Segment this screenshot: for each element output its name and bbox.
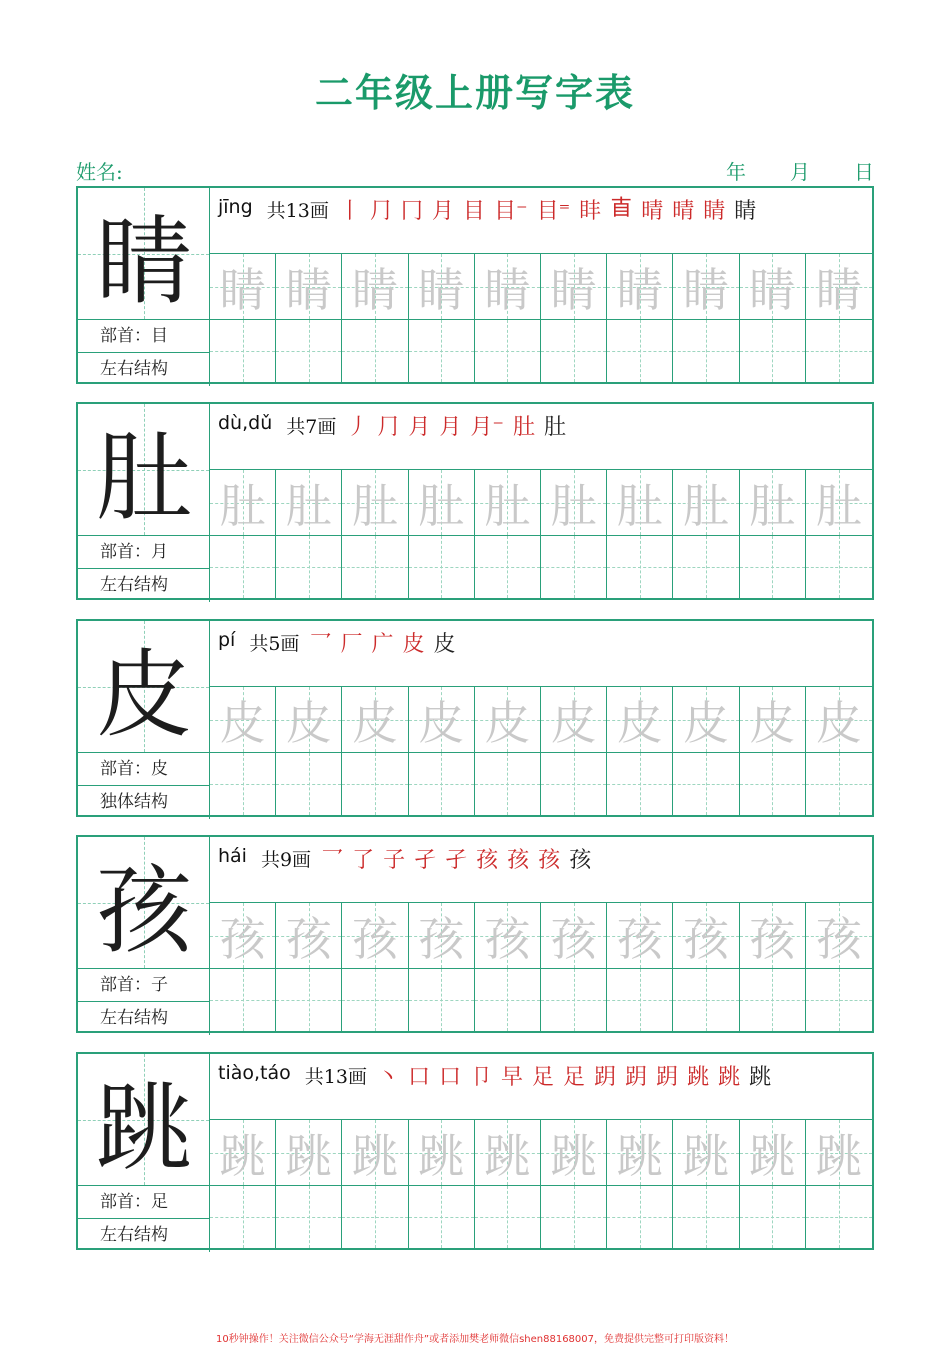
radical-label: 部首：皮 <box>78 753 210 786</box>
char-card <box>76 619 874 817</box>
trace-char: 跳 <box>219 1128 266 1183</box>
pinyin: dù,dǔ <box>218 412 273 434</box>
trace-cell[interactable] <box>673 903 739 969</box>
trace-cell[interactable] <box>276 254 342 320</box>
trace-cell[interactable] <box>276 470 342 536</box>
year-label: 年 <box>726 160 746 184</box>
stroke-step: 盽 <box>579 199 602 224</box>
trace-char: 皮 <box>815 695 862 750</box>
stroke-step: 晴 <box>641 199 664 224</box>
model-char: 皮 <box>96 638 192 751</box>
trace-cell[interactable] <box>210 1120 276 1186</box>
blank-cell[interactable] <box>740 1186 806 1248</box>
trace-cell[interactable] <box>342 903 408 969</box>
blank-cell[interactable] <box>276 320 342 382</box>
trace-char: 肚 <box>550 478 597 533</box>
pinyin: tiào,táo <box>218 1062 291 1084</box>
trace-char: 跳 <box>682 1128 729 1183</box>
trace-char: 孩 <box>351 911 398 966</box>
blank-cell[interactable] <box>475 969 541 1031</box>
stroke-step: 月 <box>408 415 431 440</box>
blank-cell[interactable] <box>210 536 276 598</box>
trace-cell[interactable] <box>740 903 806 969</box>
stroke-step: 睛 <box>703 199 726 224</box>
stroke-step: 月⁻ <box>470 415 505 440</box>
trace-char: 皮 <box>484 695 531 750</box>
stroke-step: 晴 <box>672 199 695 224</box>
stroke-step: 肚 <box>513 415 536 440</box>
trace-cell[interactable] <box>607 254 673 320</box>
trace-char: 肚 <box>351 478 398 533</box>
trace-cell[interactable] <box>740 1120 806 1186</box>
blank-cell[interactable] <box>740 753 806 815</box>
char-card <box>76 186 874 384</box>
stroke-step: 口 <box>407 1065 430 1090</box>
trace-char: 皮 <box>219 695 266 750</box>
trace-char: 肚 <box>616 478 663 533</box>
stroke-step: 子 <box>383 848 406 873</box>
month-label: 月 <box>790 160 810 184</box>
blank-cell[interactable] <box>607 969 673 1031</box>
trace-char: 睛 <box>219 262 266 317</box>
structure-label: 左右结构 <box>78 353 210 386</box>
trace-cell[interactable] <box>673 470 739 536</box>
trace-char: 跳 <box>749 1128 796 1183</box>
structure-label: 独体结构 <box>78 786 210 819</box>
blank-cell[interactable] <box>342 320 408 382</box>
trace-cell[interactable] <box>342 254 408 320</box>
blank-cell[interactable] <box>210 1186 276 1248</box>
trace-char: 跳 <box>550 1128 597 1183</box>
trace-char: 孩 <box>285 911 332 966</box>
trace-cell[interactable] <box>210 254 276 320</box>
trace-char: 肚 <box>219 478 266 533</box>
trace-cell[interactable] <box>607 903 673 969</box>
stroke-step: 孑 <box>414 848 437 873</box>
trace-cell[interactable] <box>607 470 673 536</box>
stroke-step: 丿 <box>346 415 369 440</box>
blank-cell[interactable] <box>276 536 342 598</box>
stroke-step: 乛 <box>309 632 332 657</box>
stroke-step: 孩 <box>569 848 592 873</box>
stroke-step: 跀 <box>656 1065 679 1090</box>
trace-cell[interactable] <box>475 254 541 320</box>
stroke-step: 口 <box>438 1065 461 1090</box>
blank-cell[interactable] <box>740 320 806 382</box>
blank-cell[interactable] <box>806 1186 872 1248</box>
trace-char: 肚 <box>815 478 862 533</box>
blank-cell[interactable] <box>210 753 276 815</box>
blank-cell[interactable] <box>740 969 806 1031</box>
stroke-step: 皮 <box>402 632 425 657</box>
trace-char: 跳 <box>351 1128 398 1183</box>
stroke-step: 目 <box>462 199 485 224</box>
stroke-step: 皮 <box>433 632 456 657</box>
trace-char: 肚 <box>749 478 796 533</box>
trace-char: 孩 <box>815 911 862 966</box>
trace-char: 皮 <box>682 695 729 750</box>
trace-cell[interactable] <box>806 903 872 969</box>
trace-char: 肚 <box>682 478 729 533</box>
char-card <box>76 835 874 1033</box>
footer-note: 10秒钟操作！关注微信公众号“学海无涯甜作舟”或者添加樊老师微信shen88168007，免费提供完整可打印版资料！ <box>215 1334 735 1345</box>
blank-cell[interactable] <box>673 536 739 598</box>
trace-cell[interactable] <box>210 687 276 753</box>
structure-label: 左右结构 <box>78 569 210 602</box>
stroke-order-row <box>210 404 872 470</box>
trace-cell[interactable] <box>806 254 872 320</box>
trace-cell[interactable] <box>475 470 541 536</box>
blank-cell[interactable] <box>806 753 872 815</box>
stroke-step: 跳 <box>687 1065 710 1090</box>
stroke-step: 卩 <box>470 1065 493 1090</box>
structure-label: 左右结构 <box>78 1219 210 1252</box>
stroke-step: 广 <box>371 632 394 657</box>
blank-cell[interactable] <box>806 320 872 382</box>
radical-label: 部首：目 <box>78 320 210 353</box>
trace-char: 跳 <box>484 1128 531 1183</box>
stroke-count: 共7画 <box>286 416 337 438</box>
blank-cell[interactable] <box>342 969 408 1031</box>
stroke-order-row <box>210 621 872 687</box>
trace-cell[interactable] <box>409 687 475 753</box>
stroke-step: 目⁻ <box>493 199 528 224</box>
char-card <box>76 1052 874 1250</box>
stroke-step: 孩 <box>538 848 561 873</box>
structure-label: 左右结构 <box>78 1002 210 1035</box>
pinyin: hái <box>218 845 247 867</box>
trace-cell[interactable] <box>409 1120 475 1186</box>
trace-char: 孩 <box>484 911 531 966</box>
trace-cell[interactable] <box>210 470 276 536</box>
trace-char: 肚 <box>484 478 531 533</box>
trace-char: 睛 <box>616 262 663 317</box>
pinyin: jīng <box>218 196 253 218</box>
stroke-order-row <box>210 1054 872 1120</box>
model-char-box <box>78 188 210 320</box>
trace-char: 跳 <box>815 1128 862 1183</box>
trace-char: 跳 <box>418 1128 465 1183</box>
blank-cell[interactable] <box>210 969 276 1031</box>
stroke-step: 丶 <box>376 1065 399 1090</box>
blank-cell[interactable] <box>541 969 607 1031</box>
trace-char: 睛 <box>815 262 862 317</box>
trace-char: 肚 <box>418 478 465 533</box>
model-char: 跳 <box>96 1071 192 1184</box>
trace-char: 孩 <box>219 911 266 966</box>
stroke-step: 月 <box>439 415 462 440</box>
trace-char: 孩 <box>550 911 597 966</box>
stroke-step: 早 <box>501 1065 524 1090</box>
stroke-step: ⺆ <box>369 199 392 224</box>
blank-cell[interactable] <box>276 969 342 1031</box>
trace-cell[interactable] <box>276 687 342 753</box>
stroke-count: 共5画 <box>249 633 300 655</box>
trace-char: 跳 <box>616 1128 663 1183</box>
trace-cell[interactable] <box>806 470 872 536</box>
trace-char: 睛 <box>418 262 465 317</box>
radical-label: 部首：子 <box>78 969 210 1002</box>
radical-label: 部首：足 <box>78 1186 210 1219</box>
blank-cell[interactable] <box>806 536 872 598</box>
trace-cell[interactable] <box>740 470 806 536</box>
blank-cell[interactable] <box>409 320 475 382</box>
stroke-step: 跀 <box>625 1065 648 1090</box>
trace-char: 睛 <box>550 262 597 317</box>
date-labels <box>726 156 874 185</box>
trace-cell[interactable] <box>740 687 806 753</box>
model-char: 肚 <box>96 421 192 534</box>
trace-char: 睛 <box>749 262 796 317</box>
trace-cell[interactable] <box>210 903 276 969</box>
trace-cell[interactable] <box>409 254 475 320</box>
stroke-count: 共13画 <box>266 200 329 222</box>
blank-cell[interactable] <box>342 536 408 598</box>
stroke-step: 目⁼ <box>536 199 571 224</box>
trace-char: 皮 <box>550 695 597 750</box>
stroke-step: 𥃭 <box>610 196 633 221</box>
blank-cell[interactable] <box>342 753 408 815</box>
page-title: 二年级上册写字表 <box>314 70 635 115</box>
blank-cell[interactable] <box>475 753 541 815</box>
trace-cell[interactable] <box>409 903 475 969</box>
stroke-step: 月 <box>431 199 454 224</box>
stroke-step: 睛 <box>734 199 757 224</box>
stroke-step: 丨 <box>338 199 361 224</box>
stroke-step: 跳 <box>749 1065 772 1090</box>
trace-cell[interactable] <box>673 1120 739 1186</box>
trace-cell[interactable] <box>607 687 673 753</box>
pinyin: pí <box>218 629 236 651</box>
stroke-step: 厂 <box>340 632 363 657</box>
blank-cell[interactable] <box>409 536 475 598</box>
blank-cell[interactable] <box>276 1186 342 1248</box>
blank-cell[interactable] <box>541 536 607 598</box>
blank-cell[interactable] <box>673 969 739 1031</box>
trace-char: 孩 <box>418 911 465 966</box>
stroke-step: 足 <box>532 1065 555 1090</box>
trace-char: 跳 <box>285 1128 332 1183</box>
trace-cell[interactable] <box>276 903 342 969</box>
radical-label: 部首：月 <box>78 536 210 569</box>
blank-cell[interactable] <box>607 1186 673 1248</box>
trace-cell[interactable] <box>342 687 408 753</box>
trace-cell[interactable] <box>475 903 541 969</box>
trace-char: 肚 <box>285 478 332 533</box>
blank-cell[interactable] <box>409 969 475 1031</box>
trace-cell[interactable] <box>541 470 607 536</box>
trace-cell[interactable] <box>806 687 872 753</box>
trace-char: 孩 <box>749 911 796 966</box>
blank-cell[interactable] <box>541 1186 607 1248</box>
blank-cell[interactable] <box>475 1186 541 1248</box>
stroke-order-row <box>210 837 872 903</box>
trace-cell[interactable] <box>673 254 739 320</box>
blank-cell[interactable] <box>409 1186 475 1248</box>
trace-cell[interactable] <box>475 687 541 753</box>
trace-char: 皮 <box>749 695 796 750</box>
practice-grid <box>210 1120 872 1248</box>
blank-cell[interactable] <box>607 753 673 815</box>
model-char: 孩 <box>96 854 192 967</box>
trace-cell[interactable] <box>541 254 607 320</box>
stroke-step: 孑 <box>445 848 468 873</box>
stroke-step: 跀 <box>594 1065 617 1090</box>
stroke-count: 共9画 <box>260 849 312 871</box>
practice-grid <box>210 470 872 598</box>
stroke-step: 足 <box>563 1065 586 1090</box>
stroke-step: 孩 <box>476 848 499 873</box>
blank-cell[interactable] <box>541 753 607 815</box>
blank-cell[interactable] <box>276 753 342 815</box>
stroke-step: 乛 <box>321 848 344 873</box>
stroke-count: 共13画 <box>304 1066 367 1088</box>
blank-cell[interactable] <box>475 320 541 382</box>
stroke-step: 跳 <box>718 1065 741 1090</box>
day-label: 日 <box>854 160 874 184</box>
blank-cell[interactable] <box>409 753 475 815</box>
stroke-step: 肚 <box>544 415 567 440</box>
trace-char: 皮 <box>285 695 332 750</box>
trace-char: 孩 <box>616 911 663 966</box>
trace-cell[interactable] <box>541 1120 607 1186</box>
trace-cell[interactable] <box>806 1120 872 1186</box>
model-char-box <box>78 1054 210 1186</box>
blank-cell[interactable] <box>806 969 872 1031</box>
practice-grid <box>210 254 872 382</box>
trace-char: 睛 <box>351 262 398 317</box>
trace-char: 睛 <box>484 262 531 317</box>
trace-cell[interactable] <box>276 1120 342 1186</box>
blank-cell[interactable] <box>673 753 739 815</box>
blank-cell[interactable] <box>210 320 276 382</box>
trace-cell[interactable] <box>541 687 607 753</box>
practice-grid <box>210 687 872 815</box>
model-char-box <box>78 837 210 969</box>
trace-cell[interactable] <box>740 254 806 320</box>
blank-cell[interactable] <box>673 1186 739 1248</box>
trace-char: 睛 <box>682 262 729 317</box>
blank-cell[interactable] <box>673 320 739 382</box>
blank-cell[interactable] <box>475 536 541 598</box>
char-card <box>76 402 874 600</box>
stroke-step: ⺆ <box>377 415 400 440</box>
trace-cell[interactable] <box>342 470 408 536</box>
trace-cell[interactable] <box>607 1120 673 1186</box>
practice-grid <box>210 903 872 1031</box>
stroke-step: 了 <box>352 848 375 873</box>
trace-cell[interactable] <box>541 903 607 969</box>
trace-cell[interactable] <box>409 470 475 536</box>
trace-cell[interactable] <box>342 1120 408 1186</box>
blank-cell[interactable] <box>607 320 673 382</box>
name-label: 姓名: <box>76 160 123 184</box>
stroke-step: 孩 <box>507 848 530 873</box>
trace-char: 皮 <box>418 695 465 750</box>
stroke-order-row <box>210 188 872 254</box>
trace-char: 皮 <box>616 695 663 750</box>
model-char-box <box>78 621 210 753</box>
trace-cell[interactable] <box>475 1120 541 1186</box>
trace-cell[interactable] <box>673 687 739 753</box>
trace-char: 孩 <box>682 911 729 966</box>
blank-cell[interactable] <box>607 536 673 598</box>
blank-cell[interactable] <box>740 536 806 598</box>
model-char-box <box>78 404 210 536</box>
trace-char: 皮 <box>351 695 398 750</box>
stroke-step: 冂 <box>400 199 423 224</box>
trace-char: 睛 <box>285 262 332 317</box>
model-char: 睛 <box>96 205 192 318</box>
blank-cell[interactable] <box>541 320 607 382</box>
blank-cell[interactable] <box>342 1186 408 1248</box>
